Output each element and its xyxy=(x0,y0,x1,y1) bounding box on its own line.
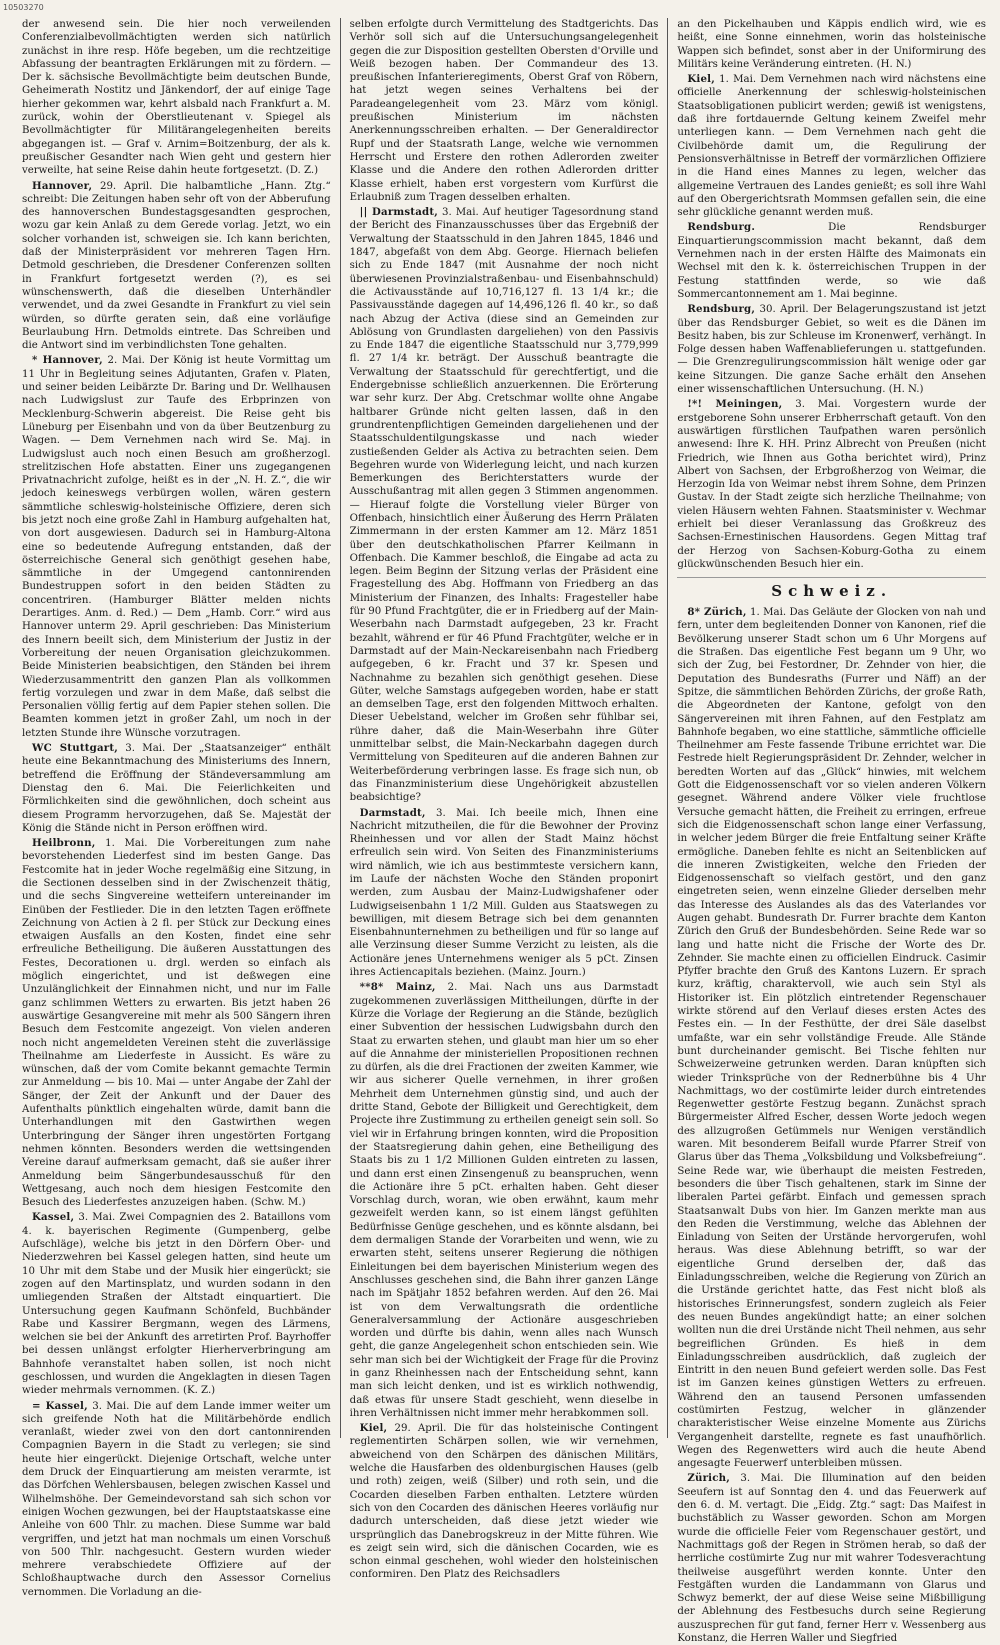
article-dateline: Darmstadt, xyxy=(359,806,426,819)
article xyxy=(22,1211,331,1397)
article xyxy=(350,807,659,980)
article-text: 2. Mai. Der König ist heute Vormittag um 11 Uhr in Begleitung seines Adjutanten, Grafen v. Platen, und seiner beiden Leibärzte Dr. Baring und Dr. Wellhausen nach Ludwigslust zur Taufe des Erbprinzen von Mecklenburg-Schwerin abgereist. Die Reise geht bis Lüneburg per Eisenbahn und von da über Beutzenburg zu Wagen. — Dem Vernehmen nach wird Se. Maj. in Ludwigslust auch noch einen Besuch am großherzogl. strelitzischen Hofe abstatten. Einer uns zugegangenen Privatnachricht zufolge, heißt es in der „N. H. Z.“, die wir jedoch keineswegs verbürgen wollen, wären gestern sämmtliche schleswig-holsteinische Offiziere, deren sich bis jetzt noch eine große Zahl in Hamburg aufgehalten hat, von dort ausgewiesen. Dadurch sei in Hamburg-Altona eine so bedeutende Aufregung entstanden, daß der österreichische General sich genöthigt gesehen habe, sämmtliche in der Umgegend cantonnirenden Bundestruppen sofort in den beiden Städten zu concentriren. (Hamburger Blätter melden nichts Derartiges. Anm. d. Red.) — Dem „Hamb. Corr.“ wird aus Hannover unterm 29. April geschrieben: Das Ministerium des Innern beeilt sich, dem Ministerium der Justiz in der Vorbereitung der neuen Organisation gleichzukommen. Beide Ministerien beabsichtigen, den Ständen bei ihrem Wiederzusammentritt den ganzen Plan als vollkommen fertig vorzulegen und zwar in dem Maße, daß selbst die Personalien völlig fertig auf dem Papier stehen sollen. Die Beamten kommen jetzt in großer Zahl, um noch in der letzten Stunde ihre Wünsche vorzutragen. xyxy=(22,355,331,739)
article-dateline: Rendsburg, xyxy=(687,303,756,316)
article-text: 3. Mai. Zwei Compagnien des 2. Bataillons vom 4. k. bayerischen Regimente (Gumpenberg, gelbe Aufschläge), welche bis jetzt in den Dörfern Ober- und Niederzwehren bei Kassel gelegen hatten, sind heute um 10 Uhr mit dem Stabe und der Musik hier eingerückt; sie zogen auf den Martinsplatz, und wurden sodann in den umliegenden Straßen der Altstadt einquartiert. Die Untersuchung gegen Kaufmann Schönfeld, Buchbänder Rabe und Kassirer Bergmann, wegen des Lärmens, welchen sie bei der Ankunft des arretirten Prof. Bayrhoffer bei dessen unlängst erfolgter Hierherverbringung am Bahnhofe veranstaltet haben sollen, ist noch nicht geschlossen, und wurden die Angeklagten in diesen Tagen wieder mehrmals vernommen. (K. Z.) xyxy=(22,1212,331,1397)
article xyxy=(677,18,986,71)
page-id: 10503270 xyxy=(3,3,44,12)
article-dateline: Kiel, xyxy=(687,73,715,86)
article-dateline: Kassel, xyxy=(32,1211,75,1224)
article xyxy=(350,1422,659,1582)
article xyxy=(22,742,331,835)
article-dateline: Kiel, xyxy=(359,1422,388,1435)
article xyxy=(677,73,986,219)
article-text: 1. Mai. Die Vorbereitungen zum nahe bevorstehenden Liederfest sind im besten Gange. Das Festcomite hat in jeder Woche regelmäßig eine Sitzung, in die Sectionen desselben sind in der Zwischenzeit thätig, und die sechs Singvereine wetteifern untereinander im Einüben der Festlieder. Die in den letzten Tagen eröffnete Zeichnung von Actien à 2 fl. per Stück zur Deckung eines etwaigen Ausfalls an den Kosten, findet eine sehr erfreuliche Betheiligung. Die äußeren Ausstattungen des Festes, Decorationen u. drgl. werden so einfach als möglich eingerichtet, und ist deßwegen eine Unzulänglichkeit der Einnahmen nicht, und nur im Falle ganz schlimmen Wetters zu erwarten. Bis jetzt haben 26 auswärtige Gesangvereine mit mehr als 500 Sängern ihren Besuch dem Festcomite angezeigt. Von vielen anderen noch nicht angemeldeten Vereinen steht die zuverlässige Theilnahme am Liederfeste in Aussicht. Es wäre zu wünschen, daß der vom Comite bekannt gemachte Termin zur Anmeldung — bis 10. Mai — unter Angabe der Zahl der Sänger, der Zeit der Ankunft und der Dauer des Aufenthalts pünktlich eingehalten würde, damit bann die Unterhandlungen mit den Gastwirthen wegen Unterbringung der Sänger ihren ungestörten Fortgang nehmen könnten. Besonders werden die wettsingenden Vereine darauf aufmerksam gemacht, daß sie außer ihrer Anmeldung beim Sängerbundesausschuß für den Wettgesang, auch noch dem hiesigen Festcomite den Besuch des Liederfestes anzuzeigen haben. (Schw. M.) xyxy=(22,838,331,1209)
article-text: 1. Mai. Das Geläute der Glocken von nah und fern, unter dem begleitenden Donner von Kanonen, rief die Bevölkerung unserer Stadt schon um 6 Uhr Morgens auf die Straßen. Das eigentliche Fest begann um 9 Uhr, wo sich der Zug, bei Festordner, Dr. Zehnder von hier, die Deputation des Bundesraths (Furrer und Näff) an der Spitze, die sämmtlichen Behörden Zürichs, der große Rath, die Abgeordneten der Kantone, gefolgt von den Sängervereinen mit ihren Fahnen, auf den Festplatz am Bahnhofe begaben, wo eine stattliche, sämmtliche officielle Theilnehmer am Feste fassende Tribune errichtet war. Die Festrede hielt Regierungspräsident Dr. Zehnder, welcher in beredten Worten auf das „Glück“ hinwies, mit welchem Gott die Eidgenossenschaft vor so vielen anderen Völkern gesegnet. Während andere Völker viele fruchtlose Versuche gemacht hätten, die Freiheit zu erringen, erfreue sich die Eidgenossenschaft schon lange einer Verfassung, in welcher jedem Bürger die freie Entfaltung seiner Kräfte ermögliche. Daneben fehlte es nicht an Seitenblicken auf die inneren Zwistigkeiten, welche den Frieden der Eidgenossenschaft so vielfach gestört, und den ganz eingetreten seien, wenn einzelne Glieder derselben mehr das Interesse des Auslandes als das des Vaterlandes vor Augen gehabt. Bundesrath Dr. Furrer brachte dem Kanton Zürich den Gruß der Bundesbehörden. Seine Rede war so lang und hatte nicht die Frische der Worte des Dr. Zehnder. Sie machte einen zu officiellen Eindruck. Casimir Pfyffer brachte den Gruß des Kantons Luzern. Er sprach kurz, kräftig, charaktervoll, wie auch sein Styl als Historiker ist. Ein plötzlich eintretender Regenschauer wirkte störend auf den Verlauf dieses ersten Actes des Festes ein. — In der Festhütte, der drei Säle daselbst umfaßte, war ein sehr vollständige Freude. Alle Stände bunt durcheinander gemischt. Bei Tische fehlten nur Schweizerweine getrunken werden. Daran knüpften sich wieder Trinksprüche von der Rednerbühne bis 4 Uhr Nachmittags, wo der costümirte leider durch eintretendes Regenwetter gestörte Festzug begann. Zunächst sprach Bürgermeister Alfred Escher, dessen Worte jedoch wegen des allzugroßen Getümmels nur Wenigen verständlich waren. Mit besonderem Beifall wurde Pfarrer Streif von Glarus über das Thema „Volksbildung und Volksbefreiung“. Seine Rede war, wie überhaupt die meisten Festreden, besonders die über Tisch gehaltenen, stark im Sinne der liberalen Partei gefärbt. Einfach und gemessen sprach Staatsanwalt Dubs von hier. Im Ganzen merkte man aus den Reden die Verstimmung, welche das Ablehnen der Einladung von Seiten der Urstände hervorgerufen, wohl heraus. Was diese Ablehnung betrifft, so war der eigentliche Grund derselben der, daß das Einladungsschreiben, welche die Regierung von Zürich an die Urstände gerichtet hatte, das Fest nicht bloß als historisches Erinnerungsfest, sondern zugleich als Feier des neuen Bundes angekündigt hatte; an einer solchen wollten nun die drei Urstände nicht Theil nehmen, aus sehr begreiflichen Gründen. Es hieß in dem Einladungsschreiben ausdrücklich, daß zugleich der Eintritt in den neuen Bund gefeiert werden solle. Das Fest ist im Ganzen keines günstigen Wetters zu erfreuen. Während den an tausend Personen umfassenden costümirten Festzug, welcher in glänzender charakteristischer Weise einzelne Momente aus Zürichs Vergangenheit darstellte, regnete es fast unaufhörlich. Wegen des Regenwetters wird auch die heute Abend angesagte Feuerwerf unterbleiben müssen. xyxy=(677,607,987,1470)
article xyxy=(22,1400,331,1599)
article xyxy=(22,180,331,353)
article xyxy=(350,18,659,204)
article-text: 3. Mai. Der „Staatsanzeiger“ enthält heute eine Bekanntmachung des Ministeriums des Innern, betreffend die Eröffnung der Ständeversammlung am Dienstag den 6. Mai. Die Feierlichkeiten und Förmlichkeiten sind die gewöhnlichen, doch scheint aus diesem Programm hervorzugehen, daß Se. Majestät der König die Stände nicht in Person eröffnen wird. xyxy=(22,743,331,834)
article-text: 1. Mai. Dem Vernehmen nach wird nächstens eine officielle Anerkennung der schleswig-holsteinischen Staatsobligationen publicirt werden; gewiß ist wenigstens, daß ihre fortdauernde Geltung keinem Zweifel mehr unterliegen kann. — Dem Vernehmen nach geht die Civilbehörde damit um, die Regulirung der Pensionsverhältnisse in Betreff der vormärzlichen Offiziere in die Hand eines Mannes zu legen, welcher das allgemeine Vertrauen des Landes genießt; es soll ihre Wahl auf den Obergerichtsrath Mommsen gefallen sein, die eine sehr glückliche genannt werden muß. xyxy=(677,74,987,219)
article-text: 3. Mai. Ich beeile mich, Ihnen eine Nachricht mitzutheilen, die für die Bewohner der Provinz Rheinhessen und vor allen der Stadt Mainz höchst erfreulich sein wird. Von Seiten des Finanzministeriums wird nämlich, wie ich aus bestimmteste versichern kann, im Laufe der nächsten Woche den Ständen proponirt werden, zum Ausbau der Mainz-Ludwigshafener oder Ludwigseisenbahn 1 1/2 Mill. Gulden aus Staatswegen zu bewilligen, mit diesem Betrage sich bei dem genannten Eisenbahnunternehmen zu betheiligen und für so lange auf alle Verzinsung dieser Summe Verzicht zu leisten, als die Actionäre jenes Unternehmens weniger als 5 pCt. Zinsen ihres Actiencapitals beziehen. (Mainz. Journ.) xyxy=(349,807,659,979)
article-text: 2. Mai. Nach uns aus Darmstadt zugekommenen zuverlässigen Mittheilungen, dürfte in der Kürze die Vorlage der Regierung an die Stände, bezüglich einer Subvention der hessischen Ludwigsbahn durch den Staat zu erwarten stehen, und glaubt man hier um so eher auf die Annahme der ministeriellen Propositionen rechnen zu dürfen, als die drei Fractionen der zweiten Kammer, wie wir aus sicherer Quelle vernehmen, in ihrer großen Mehrheit dem Unternehmen günstig sind, und auch der dritte Stand, Gebote der Billigkeit und Gerechtigkeit, dem Projecte ihre Zustimmung zu ertheilen geneigt sein soll. So viel wir in Erfahrung bringen konnten, wird die Proposition der Staatsregierung dahin gehen, eine Betheiligung des Staats bis zu 1 1/2 Millionen Gulden eintreten zu lassen, und dann erst einen Zinsengenuß zu beanspruchen, wenn die Actionäre ihre 5 pCt. erhalten haben. Geht dieser Vorschlag durch, woran, wie oben erwähnt, kaum mehr gezweifelt werden kann, so ist einem längst gefühlten Bedürfnisse Genüge geschehen, und es könnte alsdann, bei dem dermaligen Stande der Vorarbeiten und wenn, wie zu erwarten steht, seitens unserer Regierung die nöthigen Einleitungen bei dem bayerischen Ministerium wegen des Anschlusses geschehen sind, die Bahn ihrer ganzen Länge nach im Spätjahr 1852 befahren werden. Auf den 26. Mai ist von dem Verwaltungsrath die ordentliche Generalversammlung der Actionäre ausgeschrieben worden und dürfte bis dahin, wenn alles nach Wunsch geht, die ganze Angelegenheit schon entschieden sein. Wie sehr man sich bei der Wichtigkeit der Frage für die Provinz in ganz Rheinhessen nach der Entscheidung sehnt, kann man sich leicht denken, und ist es wirklich nothwendig, daß etwas für unsere Stadt geschieht, wenn dieselbe in ihren Verhältnissen nicht immer mehr herabkommen soll. xyxy=(349,982,659,1419)
article-text: der anwesend sein. Die hier noch verweilenden Conferenzialbevollmächtigten werden sich natürlich zunächst in ihre resp. Höfe begeben, um die rechtzeitige Abfassung der beantragten Erklärungen mit zu fördern. — Der k. sächsische Bevollmächtigte beim deutschen Bunde, Geheimerath Nostitz und Jänkendorf, der auf einige Tage hierher gekommen war, kehrt alsbald nach Frankfurt a. M. zurück, wohin der Oberstlieutenant v. Spiegel als Bevollmächtigter für Militärangelegenheiten bereits abgegangen ist. — Graf v. Arnim=Boitzenburg, der als k. preußischer Gesandter nach Wien geht und gestern hier verweilte, hat seine Reise dahin heute fortgesetzt. (D. Z.) xyxy=(22,19,331,177)
article-dateline: Hannover, xyxy=(32,179,93,192)
article-text: 29. April. Die für das holsteinische Contingent reglementirten Schärpen sollen, wie wir vernehmen, abweichend von den Schärpen des dänischen Militärs, welche die Hausfarben des oldenburgischen Hauses (gelb und roth) zeigen, weiß (Silber) und roth sein, und die Cocarden dieselben Farben enthalten. Letztere würden sich von den Cocarden des dänischen Heeres vorläufig nur dadurch unterscheiden, daß diese jetzt wieder wie ursprünglich das Danebrogskreuz in der Mitte führen. Wie es zeigt sein wird, sich die dänischen Cocarden, wie es schon einmal geschehen, wohl wieder den holsteinischen conformiren. Den Platz des Reichsadlers xyxy=(349,1423,659,1581)
article-dateline: 8* Zürich, xyxy=(687,606,747,619)
newspaper-columns xyxy=(22,18,987,1645)
article-dateline: = Kassel, xyxy=(32,1399,88,1412)
article xyxy=(22,18,331,178)
section-heading: Schweiz. xyxy=(677,577,986,600)
article xyxy=(22,354,331,740)
article-dateline: WC Stuttgart, xyxy=(32,742,118,755)
article-dateline: Heilbronn, xyxy=(32,837,96,850)
column-1 xyxy=(22,18,341,1598)
column-3 xyxy=(677,18,987,1645)
article xyxy=(677,303,986,396)
article xyxy=(350,206,659,804)
article-dateline: !*! Meiningen, xyxy=(687,398,783,411)
article-text: 3. Mai. Vorgestern wurde der erstgeborene Sohn unserer Erbherrschaft getauft. Von den auswärtigen fürstlichen Taufpathen waren persönlich anwesend: Ihre K. HH. Prinz Albrecht von Preußen (nicht Friedrich, wie Ihnen aus Gotha berichtet wird), Prinz Albert von Sachsen, der Erbgroßherzog von Weimar, die Herzogin Ida von Weimar nebst ihrem Sohne, dem Prinzen Gustav. In der Stadt zeigte sich herzliche Theilnahme; von vielen Häusern wehten Fahnen. Staatsminister v. Wechmar erhielt bei dieser Veranlassung das Großkreuz des Sachsen-Ernestinischen Hausordens. Gegen Mittag traf der Herzog von Sachsen-Koburg-Gotha zu einem glückwünschenden Besuch hier ein. xyxy=(677,399,987,570)
article-text: 30. April. Der Belagerungszustand ist jetzt über das Rendsburger Gebiet, so weit es die Dänen im Besitz haben, bis zur Schleuse im Kronenwerf, verhängt. In Folge dessen haben Waffenablieferungen u. stattgefunden. — Die Grenzregulirungscommission hält wenige oder gar keine Sitzungen. Die ganze Sache erhält den Ansehen einer wissenschaftlichen Untersuchung. (H. N.) xyxy=(677,304,987,396)
article xyxy=(677,221,986,301)
article xyxy=(22,837,331,1209)
article-dateline: * Hannover, xyxy=(32,354,103,367)
article-text: 3. Mai. Die auf dem Lande immer weiter um sich greifende Noth hat die Militärbehörde endlich veranlaßt, wieder zwei von den dort cantonnirenden Compagnien Bayern in die Stadt zu verlegen; sie sind heute hier eingerückt. Diejenige Ortschaft, welche unter dem Druck der Einquartierung am meisten verarmte, ist das Dörfchen Wehlersbausen, belegen zwischen Kassel und Wilhelmshöhe. Der Gemeindevorstand sah sich schon vor einigen Wochen gezwungen, bei der Hauptstaatskasse eine Anleihe von 600 Thlr. zu machen. Diese Summe war bald vergriffen, und jetzt hat man nochmals um einen Vorschuß von 500 Thlr. nachgesucht. Gestern wurden wieder mehrere verabschiedete Offiziere auf der Schloßhauptwache durch den Assessor Cornelius vernommen. Die Vorladung an die- xyxy=(22,1400,331,1598)
article xyxy=(677,606,986,1470)
article-text: 3. Mai. Die Illumination auf den beiden Seeufern ist auf Sonntag den 4. und das Feuerwerk auf den 6. d. M. vertagt. Die „Eidg. Ztg.“ sagt: Das Maifest in buchstäblich zu Wasser geworden. Schon am Morgen wurde die officielle Feier vom Regenschauer gestört, und Nachmittags goß der Regen in Strömen herab, so daß der herrliche costümirte Zug nur mit wahrer Todesverachtung theilweise ausgeführt werden konnte. Unter den Festgäften wurden die Landammann von Glarus und Schwyz bemerkt, der auf diese Weise seine Mißbilligung der Ablehnung des Festbesuchs durch seine Regierung auszusprechen für gut fand, ferner Herr v. Wessenberg aus Konstanz, die Herren Waller und Siegfried xyxy=(677,1473,987,1645)
article-text: an den Pickelhauben und Käppis endlich wird, wie es heißt, eine Sonne einnehmen, worin das holsteinische Wappen sich befindet, sonst aber in der Uniformirung des Militärs keine Veränderung eintreten. (H. N.) xyxy=(677,19,987,70)
article xyxy=(677,398,986,571)
column-2 xyxy=(349,18,669,1581)
article xyxy=(350,981,659,1420)
article-dateline: **8* Mainz, xyxy=(359,981,436,994)
article-dateline: Zürich, xyxy=(687,1472,730,1485)
article-text: 29. April. Die halbamtliche „Hann. Ztg.“ schreibt: Die Zeitungen haben sehr oft von der Abberufung des hannoverschen Bundestagsgesandten gesprochen, wozu gar kein Anlaß zu dem Gerede vorlag. Jetzt, wo ein solcher vorhanden ist, schweigen sie. Ich kann berichten, daß der Ministerpräsident vor mehreren Tagen Hrn. Detmold geschrieben, die Dresdener Conferenzen sollten in Frankfurt fortgesetzt werden (?), es sei wünschenswerth, daß die dieselben Unterhändler verwendet, und da zwei Gesandte in Frankfurt zu viel sein würden, so dürfte geraten sein, daß eine vorläufige Beurlaubung Hrn. Detmolds eintrete. Das Schreiben und die Antwort sind im verbindlichsten Tone gehalten. xyxy=(22,180,331,352)
article-text: Die Rendsburger Einquartierungscommission macht bekannt, daß dem Vernehmen nach in der ersten Hälfte des Maimonats ein Wechsel mit den k. k. österreichischen Truppen in der Festung stattfinden werde, so wie daß Sommercantonnement am 1. Mai beginne. xyxy=(677,222,987,300)
article-dateline: Rendsburg. xyxy=(687,221,756,234)
article xyxy=(677,1472,986,1645)
article-text: selben erfolgte durch Vermittelung des Stadtgerichts. Das Verhör soll sich auf die Untersuchungsangelegenheit gegen die zur Disposition gestellten Obersten d'Orville und Weiß bezogen haben. Der Commandeur des 13. preußischen Infanterieregiments, Oberst Graf von Röbern, hat jetzt wegen seines Verhaltens bei der Paradeangelegenheit vom 23. März vom königl. preußischen Ministerium im nächsten Anerkennungsschreiben erhalten. — Der Generaldirector Rupf und der Staatsrath Lange, welche wie vernommen Herrscht und Erstere den rothen Adlerorden zweiter Klasse und die Andere den rothen Adlerorden dritter Klasse erhielt, haben erst vorgestern vom Kurfürst die Erlaubniß zum Tragen desselben erhalten. xyxy=(349,19,659,203)
article-dateline: || Darmstadt, xyxy=(359,206,438,219)
article-text: 3. Mai. Auf heutiger Tagesordnung stand der Bericht des Finanzausschusses über das Ergebniß der Verwaltung der Staatsschuld in den Jahren 1845, 1846 und 1847, abgefaßt von dem Abg. George. Hiernach beliefen sich zu Ende 1847 (mit Ausnahme der noch nicht überwiesenen Provinzialstraßenbau- und Eisenbahnschuld) die Activausstände auf 10,716,127 fl. 13 1/4 kr.; die Passivausstände dagegen auf 14,496,126 fl. 40 kr., so daß nach Abzug der Activa (diese sind an Gemeinden zur Ablösung von Grundlasten dargeliehen) von den Passivis zu Ende 1847 die eigentliche Staatsschuld nur 3,779,999 fl. 27 1/4 kr. beträgt. Der Ausschuß beantragte die Verwaltung der Staatsschuld für gerechtfertigt, und die Endergebnisse schließlich anzuerkennen. Die Erörterung war sehr kurz. Der Abg. Cretschmar wollte ohne Angabe haltbarer Gründe nicht gelten lassen, daß in den grundrentenpflichtigen Gemeinden dargeliehenen und der Staatsschuldentilgungskasse und nach wieder zustießenden Gelder als Activa zu betrachten seien. Dem Begehren wurde von Widerlegung leicht, und nach kurzen Bemerkungen des Berichterstatters wurde der Ausschußantrag mit allen gegen 3 Stimmen angenommen. — Hierauf folgte die Vorstellung vieler Bürger von Offenbach, hinsichtlich einer Äußerung des Herrn Prälaten Zimmermann in der ersten Kammer am 12. März 1851 über den deutschkatholischen Pfarrer Keilmann in Offenbach. Die Kammer beschloß, die Eingabe ad acta zu legen. Beim Beginn der Sitzung verlas der Präsident eine Fragestellung des Abg. Hoffmann von Friedberg an das Ministerium der Finanzen, des Inhalts: Fragesteller habe für 90 Pfund Frachtgüter, die er in Friedberg auf der Main-Weserbahn nach Darmstadt aufgegeben, 23 kr. Fracht bezahlt, während er für 46 Pfund Frachtgüter, welche er in Darmstadt auf der Main-Neckareisenbahn nach Friedberg aufgegeben, 6 kr. Fracht und 37 kr. Spesen und Nachnahme zu bezahlen sich genöthigt gesehen. Diese Güter, welche Samstags aufgegeben worden, habe er statt an demselben Tage, erst den folgenden Mittwoch erhalten. Dieser Uebelstand, welcher im Großen sehr fühlbar sei, rühre daher, daß die Main-Weserbahn ihre Güter unmittelbar selbst, die Main-Neckarbahn dagegen durch Vermittelung von Spediteuren auf die anderen Bahnen zur Weiterbeförderung verbringen lasse. Es frage sich nun, ob das Finanzministerium diese Ungehörigkeit abzustellen beabsichtige? xyxy=(349,207,659,804)
